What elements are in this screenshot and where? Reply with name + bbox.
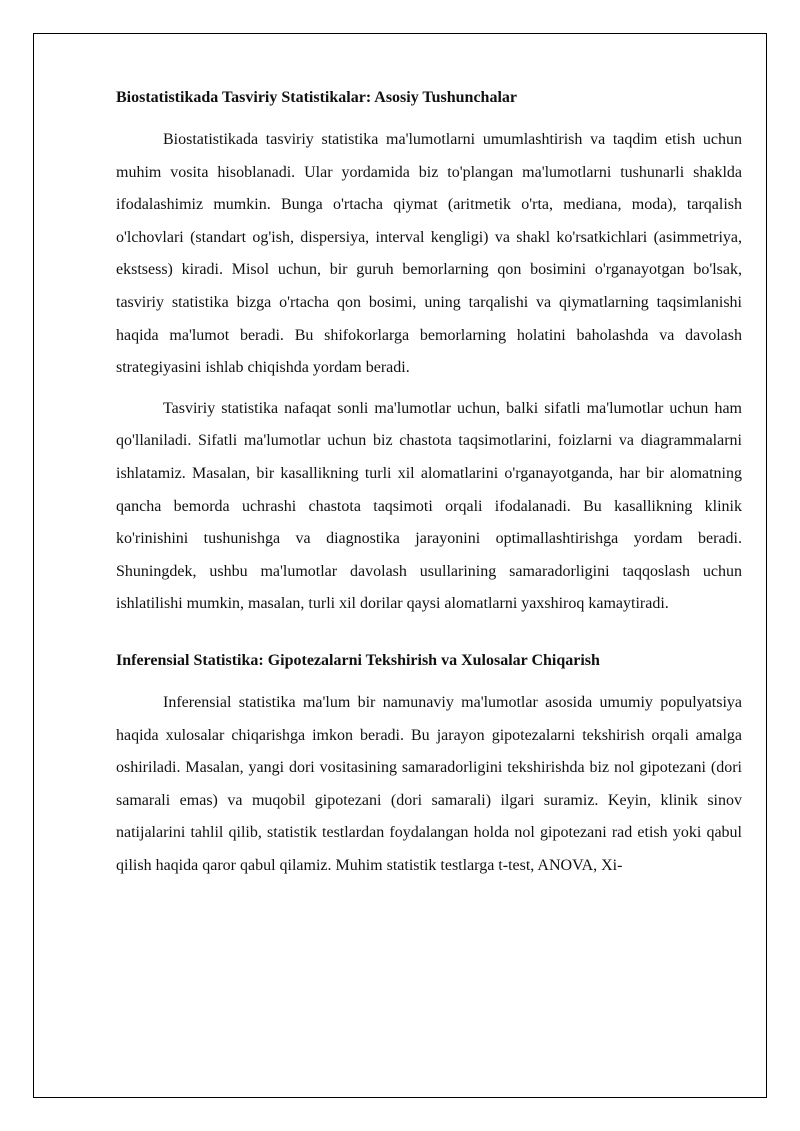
paragraph-descriptive-2: Tasviriy statistika nafaqat sonli ma'lumotlar uchun, balki sifatli ma'lumotlar uchun ham qo'llaniladi. Sifatli ma'lumotlar uchun biz chastota taqsimotlarini, foizlarni va diagrammalarni ishlatamiz. Masalan, bir kasallikning turli xil alomatlarini o'rganayotganda, har bir alomatning qancha bemorda uchrashi chastota taqsimoti orqali ifodalanadi. Bu kasallikning klinik ko'rinishini tushunishga va diagnostika jarayonini optimallashtirishga yordam beradi. Shuningdek, ushbu ma'lumotlar davolash usullarining samaradorligini taqqoslash uchun ishlatilishi mumkin, masalan, turli xil dorilar qaysi alomatlarni yaxshiroq kamaytiradi. [116,399,742,613]
document-body [116,84,742,890]
section-heading-inferential: Inferensial Statistika: Gipotezalarni Tekshirish va Xulosalar Chiqarish [116,651,600,669]
paragraph-inferential-1: Inferensial statistika ma'lum bir namunaviy ma'lumotlar asosida umumiy populyatsiya haqida xulosalar chiqarishga imkon beradi. Bu jarayon gipotezalarni tekshirish orqali amalga oshiriladi. Masalan, yangi dori vositasining samaradorligini tekshirishda biz nol gipotezani (dori samarali emas) va muqobil gipotezani (dori samarali) ilgari suramiz. Keyin, klinik sinov natijalarini tahlil qilib, statistik testlardan foydalangan holda nol gipotezani rad etish yoki qabul qilish haqida qaror qabul qilamiz. Muhim statistik testlarga t-test, ANOVA, Xi- [116,693,742,874]
section-heading-descriptive: Biostatistikada Tasviriy Statistikalar: Asosiy Tushunchalar [116,89,517,106]
paragraph-descriptive-1: Biostatistikada tasviriy statistika ma'lumotlarni umumlashtirish va taqdim etish uchun muhim vosita hisoblanadi. Ular yordamida biz to'plangan ma'lumotlarni tushunarli shaklda ifodalashimiz mumkin. Bunga o'rtacha qiymat (aritmetik o'rta, mediana, moda), tarqalish o'lchovlari (standart og'ish, dispersiya, interval kengligi) va shakl ko'rsatkichlari (asimmetriya, ekstsess) kiradi. Misol uchun, bir guruh bemorlarning qon bosimini o'rganayotgan bo'lsak, tasviriy statistika bizga o'rtacha qon bosimi, uning tarqalishi va qiymatlarning taqsimlanishi haqida ma'lumot beradi. Bu shifokorlarga bemorlarning holatini baholashda va davolash strategiyasini ishlab chiqishda yordam beradi. [116,131,742,377]
